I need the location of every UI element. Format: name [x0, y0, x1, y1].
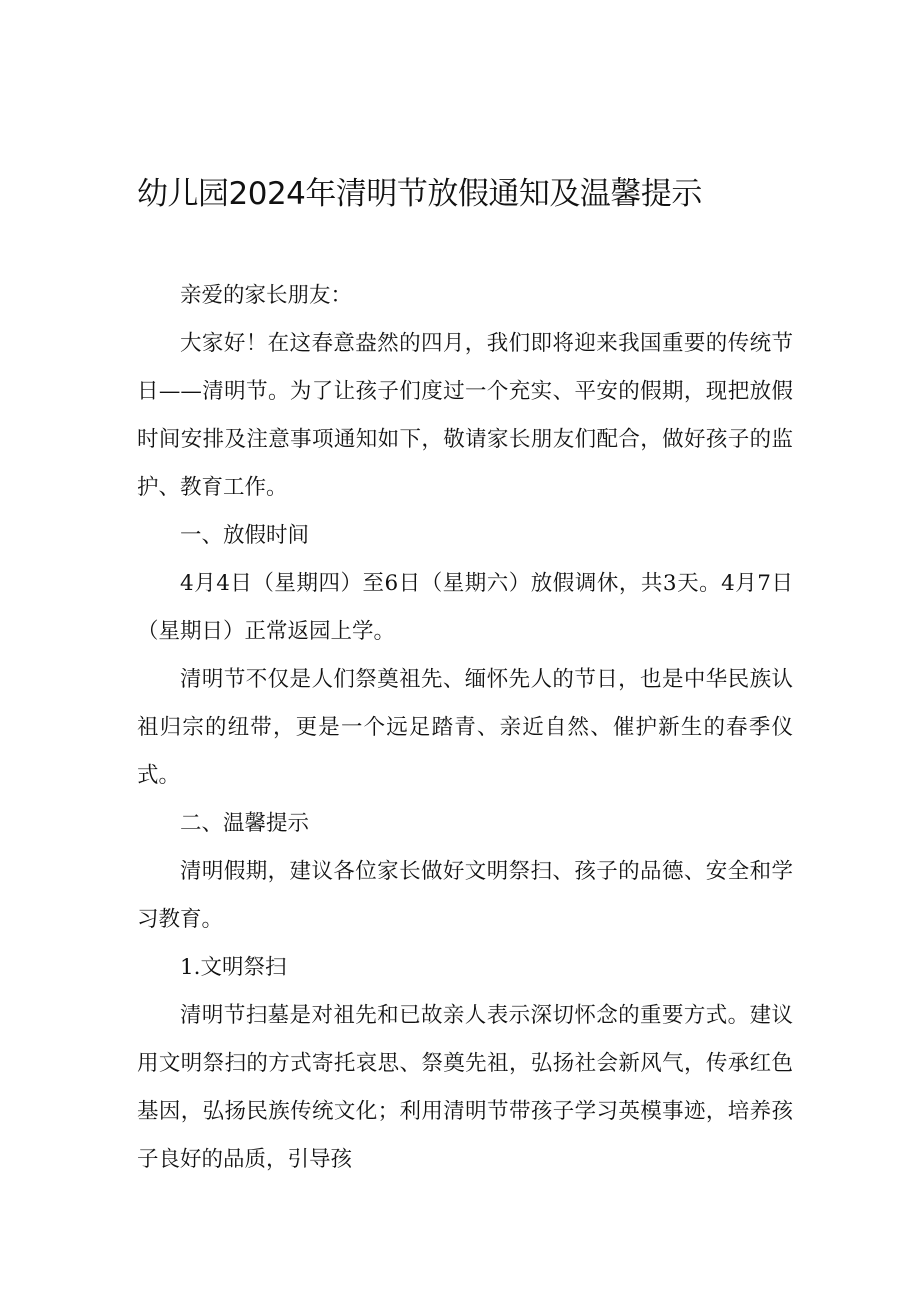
- salutation: 亲爱的家长朋友：: [180, 283, 353, 308]
- section-heading-holiday-time: 一、放假时间: [180, 523, 310, 548]
- holiday-dates-paragraph: 4月4日（星期四）至6日（星期六）放假调休，共3天。4月7日（星期日）正常返园上学。: [137, 571, 793, 644]
- qingming-meaning-paragraph: 清明节不仅是人们祭奠祖先、缅怀先人的节日，也是中华民族认祖归宗的纽带，更是一个远足踏青、亲近自然、催护新生的春季仪式。: [137, 667, 793, 788]
- document-title: 幼儿园2024年清明节放假通知及温馨提示: [137, 176, 702, 212]
- intro-paragraph: 大家好！在这春意盎然的四月，我们即将迎来我国重要的传统节日——清明节。为了让孩子们度过一个充实、平安的假期，现把放假时间安排及注意事项通知如下，敬请家长朋友们配合，做好孩子的监护、教育工作。: [137, 331, 793, 500]
- subsection-heading-civilized-sweeping: 1.文明祭扫: [180, 955, 287, 980]
- tips-intro-paragraph: 清明假期，建议各位家长做好文明祭扫、孩子的品德、安全和学习教育。: [137, 859, 793, 932]
- section-heading-tips: 二、温馨提示: [180, 811, 310, 836]
- document-body: [137, 272, 793, 1184]
- civilized-sweeping-paragraph: 清明节扫墓是对祖先和已故亲人表示深切怀念的重要方式。建议用文明祭扫的方式寄托哀思、祭奠先祖，弘扬社会新风气，传承红色基因，弘扬民族传统文化；利用清明节带孩子学习英模事迹，培养孩子良好的品质，引导孩: [137, 1003, 793, 1172]
